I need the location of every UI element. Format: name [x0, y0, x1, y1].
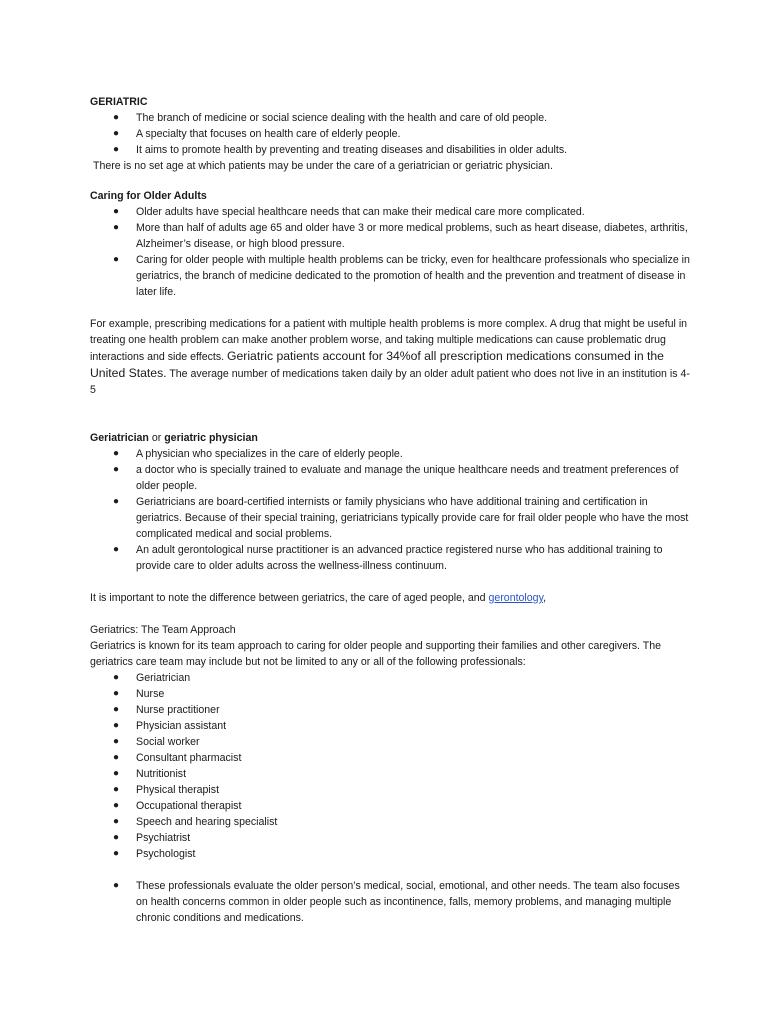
list-item: ● Social worker [113, 736, 200, 748]
list-item: ● Psychiatrist [113, 832, 191, 844]
bullet-icon: ● [113, 800, 120, 811]
geriatrician-list [90, 446, 690, 574]
bullet-icon: ● [113, 144, 120, 155]
gerontology-link[interactable]: gerontology [488, 592, 544, 604]
list-item: ● More than half of adults age 65 and older have 3 or more medical problems, such as heart disease, diabetes, arthritis, Alzheimer’s disease, or high blood pressure. [113, 222, 688, 250]
list-item: ● A physician who specializes in the care of elderly people. [113, 448, 403, 460]
heading-geriatric: GERIATRIC [90, 96, 148, 108]
list-item: ● Caring for older people with multiple health problems can be tricky, even for healthcare professionals who specialize in geriatrics, the branch of medicine dedicated to the promotion of health and the prevention and treatment of disease in later life. [113, 254, 690, 298]
list-item: ● A specialty that focuses on health care of elderly people. [113, 128, 401, 140]
bullet-icon: ● [113, 544, 120, 555]
bullet-icon: ● [113, 206, 120, 217]
bullet-icon: ● [113, 496, 120, 507]
list-item: ● Older adults have special healthcare needs that can make their medical care more complicated. [113, 206, 585, 218]
bullet-icon: ● [113, 848, 120, 859]
list-item: ● Physician assistant [113, 720, 227, 732]
age-note: There is no set age at which patients may be under the care of a geriatrician or geriatric physician. [93, 160, 553, 172]
heading-geriatrician: Geriatrician or geriatric physician [90, 432, 258, 444]
bullet-icon: ● [113, 752, 120, 763]
team-list [90, 670, 690, 862]
statistic-highlight: Geriatric patients account for 34%of all prescription medications consumed in the United States. [90, 349, 664, 380]
list-item: ● Consultant pharmacist [113, 752, 242, 764]
team-intro: Geriatrics is known for its team approach to caring for older people and supporting their families and other caregivers. The geriatrics care team may include but not be limited to any or all of the following professionals: [90, 640, 661, 668]
bullet-icon: ● [113, 720, 120, 731]
list-item: ● Occupational therapist [113, 800, 242, 812]
bullet-icon: ● [113, 688, 120, 699]
list-item: ● An adult gerontological nurse practitioner is an advanced practice registered nurse who has additional training to provide care to older adults across the wellness-illness continuum. [113, 544, 663, 572]
bullet-icon: ● [113, 736, 120, 747]
gerontology-note: It is important to note the difference between geriatrics, the care of aged people, and gerontology, [90, 592, 547, 604]
list-item: ● It aims to promote health by preventing and treating diseases and disabilities in older adults. [113, 144, 568, 156]
document-page [90, 94, 690, 926]
bullet-icon: ● [113, 672, 120, 683]
heading-caring: Caring for Older Adults [90, 190, 207, 202]
geriatric-list [90, 110, 690, 158]
list-item: ● The branch of medicine or social science dealing with the health and care of old people. [113, 112, 548, 124]
list-item: ● Geriatricians are board-certified internists or family physicians who have additional training and certification in geriatrics. Because of their special training, geriatricians typically provide care for frail older people who have the most complicated medical and social problems. [113, 496, 689, 540]
caring-list [90, 204, 690, 300]
bullet-icon: ● [113, 128, 120, 139]
bullet-icon: ● [113, 832, 120, 843]
bullet-icon: ● [113, 222, 120, 233]
bullet-icon: ● [113, 448, 120, 459]
list-item: ● a doctor who is specially trained to evaluate and manage the unique healthcare needs and treatment preferences of older people. [113, 464, 679, 492]
list-item: ● Nurse practitioner [113, 704, 220, 716]
bullet-icon: ● [113, 112, 120, 123]
list-item: ● Psychologist [113, 848, 196, 860]
team-summary-list [90, 878, 690, 926]
medication-paragraph: For example, prescribing medications for a patient with multiple health problems is more complex. A drug that might be useful in treating one health problem can make another problem worse, and taking multiple medications can cause problematic drug interactions and side effects. Geriatric patients account for 34%of all prescription medications consumed in the United States. The average number of medications taken daily by an older adult patient who does not live in an institution is 4-5 [90, 318, 690, 396]
bullet-icon: ● [113, 254, 120, 265]
list-item: ● Geriatrician [113, 672, 191, 684]
heading-team-approach: Geriatrics: The Team Approach [90, 624, 236, 636]
bullet-icon: ● [113, 768, 120, 779]
list-item: ● Nurse [113, 688, 165, 700]
bullet-icon: ● [113, 464, 120, 475]
list-item: ● Nutritionist [113, 768, 187, 780]
list-item: ● These professionals evaluate the older person’s medical, social, emotional, and other needs. The team also focuses on health concerns common in older people such as incontinence, falls, memory problems, and managing multiple chronic conditions and medications. [113, 880, 680, 924]
bullet-icon: ● [113, 784, 120, 795]
bullet-icon: ● [113, 880, 120, 891]
list-item: ● Speech and hearing specialist [113, 816, 278, 828]
bullet-icon: ● [113, 816, 120, 827]
bullet-icon: ● [113, 704, 120, 715]
list-item: ● Physical therapist [113, 784, 220, 796]
